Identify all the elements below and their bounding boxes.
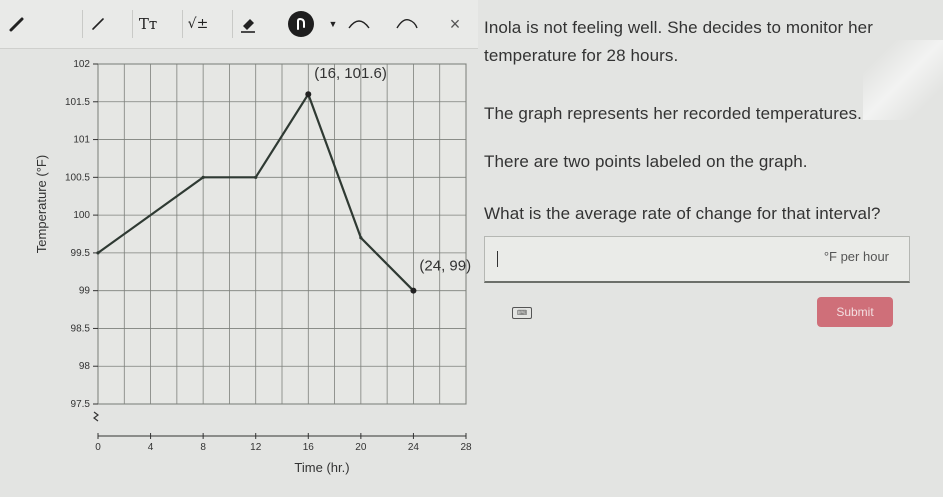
temperature-chart	[0, 48, 478, 497]
y-tick-label: 100.5	[64, 172, 90, 184]
labeled-point	[410, 288, 416, 294]
y-tick-label: 101	[73, 134, 90, 146]
question-text-line-3: The graph represents her recorded temperatures.	[484, 104, 862, 123]
x-tick-label: 24	[407, 442, 419, 453]
y-tick-label: 101.5	[64, 96, 90, 108]
data-point	[359, 236, 362, 239]
question-prompt: What is the average rate of change for that interval?	[484, 204, 881, 223]
x-tick-label: 28	[460, 442, 472, 453]
y-tick-label: 97.5	[70, 399, 90, 410]
x-axis-label: Time (hr.)	[294, 460, 350, 475]
submit-button[interactable]: Submit	[817, 297, 893, 327]
x-tick-label: 4	[147, 442, 154, 453]
y-tick-label: 99	[78, 285, 90, 297]
question-text-line-1: Inola is not feeling well. She decides to monitor her	[484, 18, 873, 37]
undo-icon	[294, 17, 308, 31]
line-icon	[88, 14, 108, 34]
y-tick-label: 99.5	[70, 247, 90, 259]
text-tool[interactable]	[132, 10, 163, 38]
curve-up-tool[interactable]	[392, 10, 422, 38]
unit-label: °F per hour	[823, 249, 889, 264]
undo-button[interactable]	[288, 11, 314, 37]
curve-down-tool[interactable]	[344, 10, 374, 38]
curve-up-icon	[395, 16, 419, 32]
line-tool[interactable]	[82, 10, 113, 38]
x-tick-label: 12	[250, 442, 262, 453]
point-label: (24, 99)	[419, 257, 472, 275]
text-tool-label: Tт	[138, 15, 158, 33]
x-tick-label: 20	[355, 442, 367, 453]
y-tick-label: 98	[78, 361, 90, 373]
sqrt-tool[interactable]	[182, 10, 213, 38]
question-panel	[478, 0, 943, 497]
graph-area	[0, 48, 478, 497]
point-label: (16, 101.6)	[314, 65, 387, 83]
eraser-tool[interactable]	[232, 10, 263, 38]
eraser-icon	[237, 13, 259, 35]
answer-input[interactable]	[484, 236, 910, 283]
y-tick-label: 98.5	[70, 323, 90, 335]
sqrt-tool-label: √±	[187, 16, 209, 32]
question-text-line-2: temperature for 28 hours.	[484, 46, 679, 65]
screen-glare	[863, 40, 943, 120]
y-tick-label: 102	[73, 59, 90, 70]
curve-down-icon	[347, 16, 371, 32]
data-point	[96, 251, 99, 254]
keyboard-icon[interactable]: ⌨	[512, 307, 532, 319]
text-cursor	[497, 251, 498, 267]
x-tick-label: 8	[200, 442, 206, 453]
x-tick-label: 0	[95, 442, 101, 453]
pencil-icon	[7, 14, 27, 34]
chevron-down-icon: ▼	[328, 19, 338, 29]
question-text-line-4: There are two points labeled on the graph.	[484, 152, 808, 171]
drawing-toolbar	[0, 0, 478, 49]
pencil-tool[interactable]	[2, 10, 32, 38]
x-tick-label: 16	[302, 442, 314, 453]
y-tick-label: 100	[73, 210, 90, 222]
y-axis-label: Temperature (°F)	[34, 154, 49, 254]
labeled-point	[305, 91, 311, 97]
close-tool[interactable]	[440, 10, 470, 38]
data-point	[202, 176, 205, 179]
data-point	[254, 176, 257, 179]
close-icon: ×	[449, 13, 461, 34]
axis-break-icon	[94, 412, 98, 421]
